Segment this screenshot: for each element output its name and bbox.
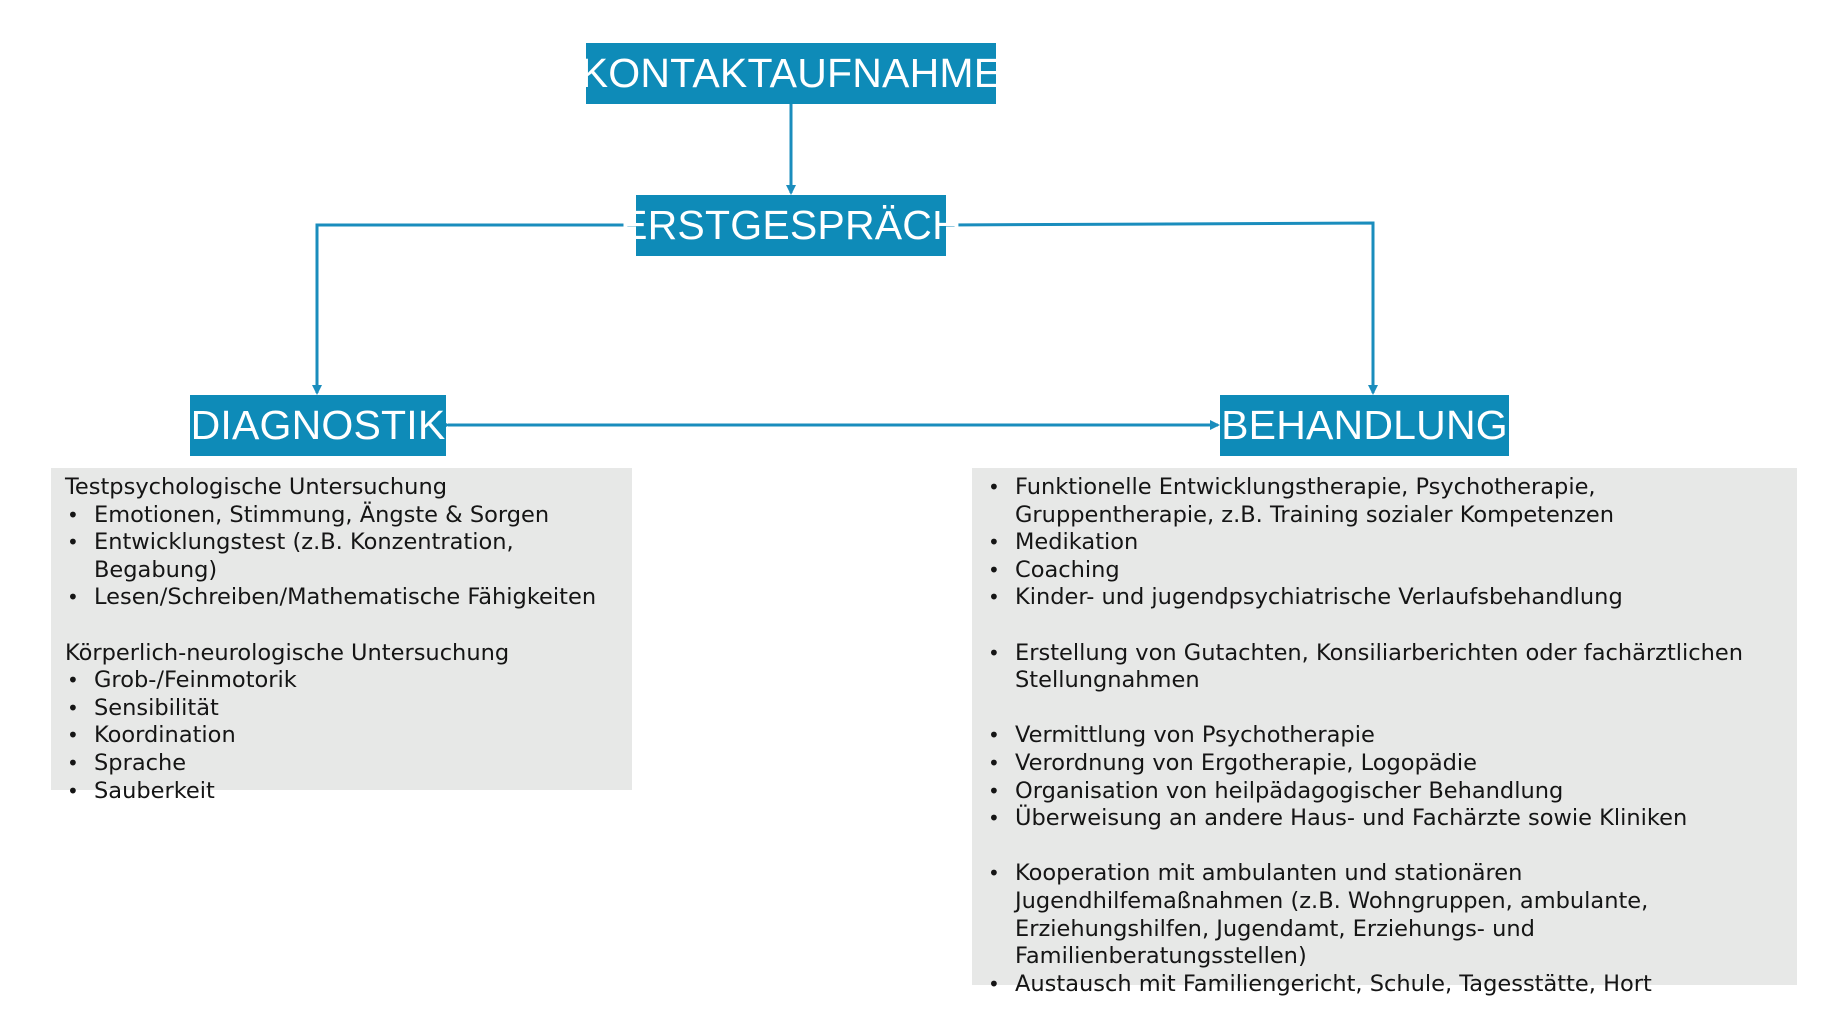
node-diagnostik — [190, 395, 446, 456]
list-item: • Koordination — [65, 722, 618, 750]
list-item: • Grob-/Feinmotorik — [65, 667, 618, 695]
list-item: • Sauberkeit — [65, 778, 618, 806]
list-item: • Vermittlung von Psychotherapie — [986, 722, 1783, 750]
node-kontaktaufnahme-label: KONTAKTAUFNAHME — [580, 50, 1002, 96]
node-behandlung — [1220, 395, 1509, 456]
node-erstgespraech — [620, 195, 962, 256]
list-item: • Erstellung von Gutachten, Konsiliarberichten oder fachärztlichen Stellungnahmen — [986, 640, 1783, 695]
behandlung-group1-list — [986, 474, 1783, 612]
list-item: • Coaching — [986, 557, 1783, 585]
diagnostik-group1-list — [65, 502, 618, 612]
list-item: • Sprache — [65, 750, 618, 778]
list-item: • Entwicklungstest (z.B. Konzentration, Begabung) — [65, 529, 618, 584]
node-behandlung-label: BEHANDLUNG — [1221, 402, 1508, 448]
node-kontaktaufnahme — [580, 43, 1002, 104]
list-item: • Emotionen, Stimmung, Ängste & Sorgen — [65, 502, 618, 530]
list-item: • Austausch mit Familiengericht, Schule, Tagesstätte, Hort — [986, 971, 1783, 999]
edge-erst-to-behandlung — [946, 223, 1373, 393]
diagnostik-group2-list — [65, 667, 618, 805]
behandlung-details-panel — [972, 468, 1797, 997]
behandlung-group3-list — [986, 722, 1783, 832]
edge-erst-to-diagnostik — [317, 225, 636, 393]
list-item: • Verordnung von Ergotherapie, Logopädie — [986, 750, 1783, 778]
list-item: • Kooperation mit ambulanten und stationären Jugendhilfemaßnahmen (z.B. Wohngruppen, ambulante, Erziehungshilfen, Jugendamt, Erziehungs- und Familienberatungsstellen) — [986, 860, 1783, 970]
behandlung-group4-list — [986, 860, 1783, 998]
diagnostik-group2-heading: Körperlich-neurologische Untersuchung — [65, 639, 510, 666]
list-item: • Überweisung an andere Haus- und Fachärzte sowie Kliniken — [986, 805, 1783, 833]
list-item: • Lesen/Schreiben/Mathematische Fähigkeiten — [65, 584, 618, 612]
list-item: • Medikation — [986, 529, 1783, 557]
list-item: • Sensibilität — [65, 695, 618, 723]
list-item: • Organisation von heilpädagogischer Behandlung — [986, 778, 1783, 806]
diagnostik-details-panel — [51, 468, 632, 804]
behandlung-group2-list — [986, 640, 1783, 695]
node-diagnostik-label: DIAGNOSTIK — [190, 402, 446, 448]
node-erstgespraech-label: ERSTGESPRÄCH — [620, 202, 962, 248]
list-item: • Kinder- und jugendpsychiatrische Verlaufsbehandlung — [986, 584, 1783, 612]
diagnostik-group1-heading: Testpsychologische Untersuchung — [65, 474, 447, 500]
list-item: • Funktionelle Entwicklungstherapie, Psychotherapie, Gruppentherapie, z.B. Training sozialer Kompetenzen — [986, 474, 1783, 529]
